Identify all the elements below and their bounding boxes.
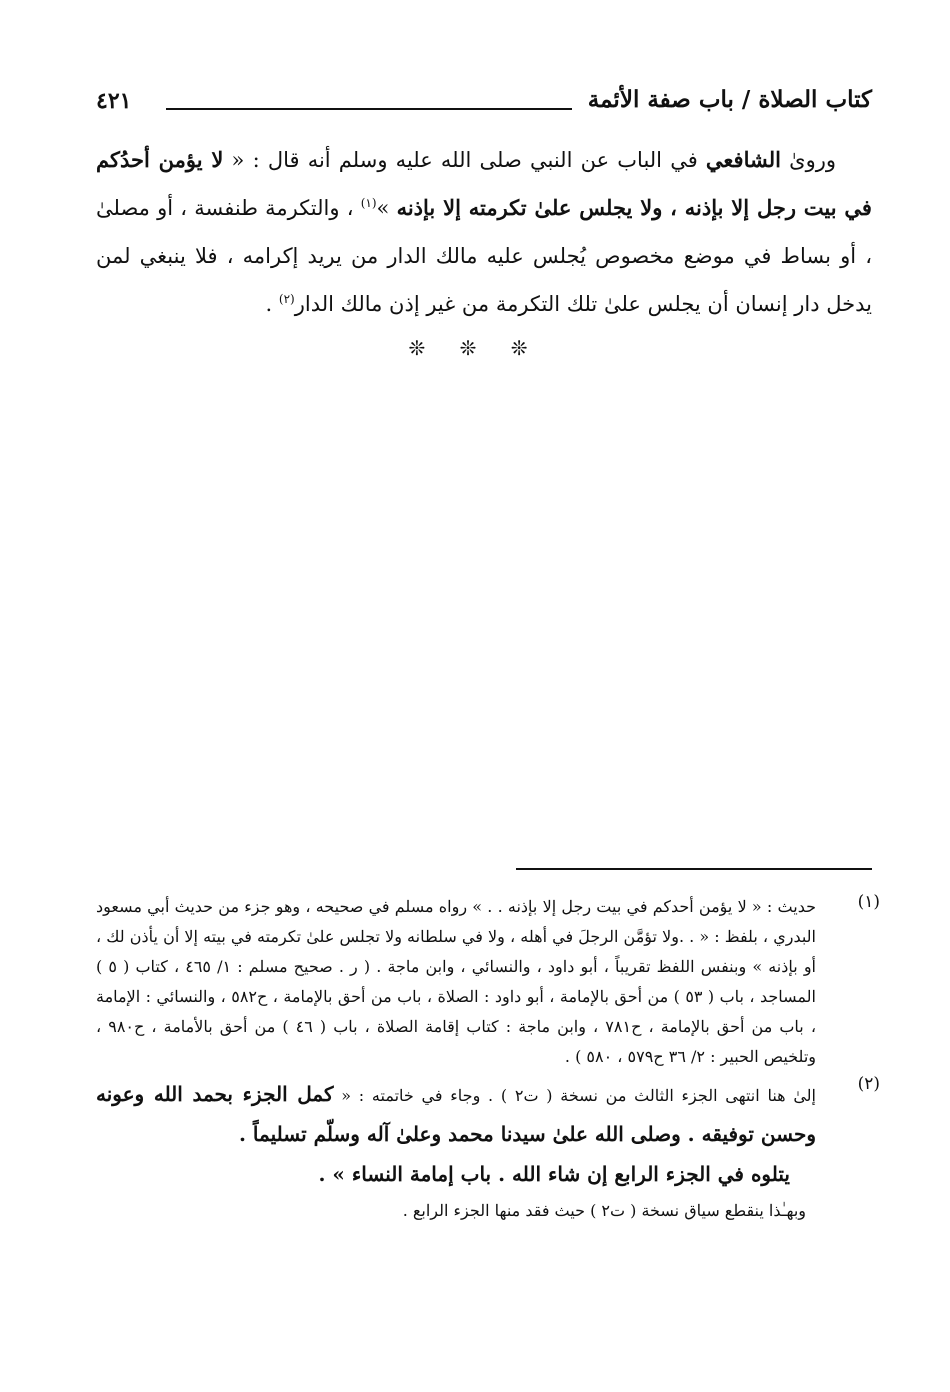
colophon-close: » .: [318, 1162, 352, 1186]
author-name: الشافعي: [705, 147, 781, 172]
colophon-next-part: يتلوه في الجزء الرابع إن شاء الله . باب إمامة النساء: [351, 1162, 790, 1186]
running-title: كتاب الصلاة / باب صفة الأئمة: [587, 86, 872, 113]
main-paragraph: [96, 136, 872, 328]
text-segment: وروىٰ: [780, 148, 837, 172]
footnote-1: [96, 892, 880, 1072]
text-segment: »: [376, 196, 397, 220]
footnote-text: [96, 1074, 816, 1228]
body-paragraph: [96, 136, 872, 328]
footnote-rule: [516, 868, 872, 870]
footnotes: [96, 892, 880, 1228]
footnote-number: (١): [857, 892, 880, 912]
footnote-closing-note: وبهـٰذا ينقطع سياق نسخة ( ت٢ ) حيث فقد منها الجزء الرابع .: [402, 1201, 806, 1220]
footnote-2: [96, 1074, 880, 1228]
colophon-text: كمل الجزء بحمد الله وعونه وحسن توفيقه . وصلى الله علىٰ سيدنا محمد وعلىٰ آله وسلّم تسليماً .: [96, 1082, 816, 1146]
page-number: ٤٢١: [96, 88, 132, 114]
header-rule: [166, 108, 572, 110]
text-segment: .: [265, 292, 279, 316]
footnote-ref-1[interactable]: (١): [360, 196, 377, 210]
footnote-ref-2[interactable]: (٢): [278, 292, 295, 306]
footnote-text: حديث : « لا يؤمن أحدكم في بيت رجل إلا بإذنه . . » رواه مسلم في صحيحه ، وهو جزء من حديث أبي مسعود البدري ، بلفظ : « . .ولا تؤمَّن الرجلَ في أهله ، ولا في سلطانه ولا تجلس علىٰ تكرمته في بيته إلا أن يأذن لك ، أو بإذنه » وبنفس اللفظ تقريباً ، أبو داود ، والنسائي ، وابن ماجة . ( ر . صحيح مسلم : ١/ ٤٦٥ ، كتاب ( ٥ ) المساجد ، باب ( ٥٣ ) من أحق بالإمامة ، أبو داود : الصلاة ، باب من أحق بالإمامة ، ح٥٨٢ ، والنسائي : الإمامة ، باب من أحق بالإمامة ، ح٧٨١ ، وابن ماجة : كتاب إقامة الصلاة ، باب ( ٤٦ ) من أحق بالأمامة ، ح٩٨٠ ، وتلخيص الحبير : ٢/ ٣٦ ح٥٧٩ ، ٥٨٠ ) .: [96, 897, 816, 1066]
section-separator: ❊ ❊ ❊: [408, 336, 542, 360]
footnote-number: (٢): [857, 1074, 880, 1094]
page-header: [96, 82, 872, 122]
text-segment: ، والتكرمة طنفسة ، أو مصلىٰ ، أو بساط في موضع مخصوص يُجلس عليه مالك الدار من يريد إكرامه ، فلا ينبغي لمن يدخل دار إنسان أن يجلس علىٰ تلك التكرمة من غير إذن مالك الدار: [96, 196, 872, 316]
text-segment: في الباب عن النبي صلى الله عليه وسلم أنه قال : «: [223, 148, 706, 172]
footnote-lead: إلىٰ هنا انتهى الجزء الثالث من نسخة ( ت٢ ) . وجاء في خاتمته : «: [333, 1086, 816, 1105]
colophon-continuation: [96, 1154, 816, 1194]
hadith-quote: لا يؤمن أحدُكم في بيت رجل إلا بإذنه ، ولا يجلس علىٰ تكرمته إلا بإذنه: [96, 147, 872, 220]
